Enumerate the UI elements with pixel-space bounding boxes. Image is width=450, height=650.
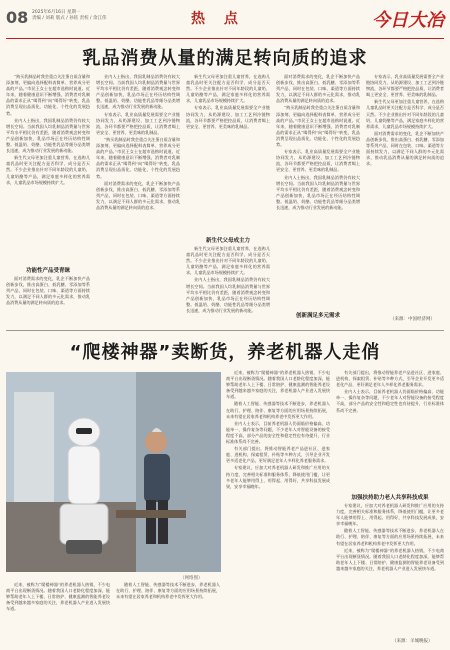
article1-paragraph: 业内人士指出，我国乳制品消费仍有较大增长空间。当前我国人均乳制品消费量与世界平均水平相比仍有差距，随着消费观念转变和产品创新加快，乳品市场正在经历结构性调整。低温奶、奶酪、功能性乳品等细分品类增长迅速，成为推动行业发展的新动能。 <box>186 277 270 313</box>
article1-column-1 <box>6 74 90 264</box>
article2-paragraph: 随着人工智能、传感器等技术不断进步，养老机器人在助行、护理、陪伴、康复等方面的应用场景持续拓展，未来有望在居家养老和机构养老中发挥更大作用。 <box>336 528 444 546</box>
article2-paragraph: 专家建议，应加大对养老机器人研发和推广应用的支持力度，完善相关标准和服务体系，降低使用门槛，让更多老年人能够用得上、用得起、用得好，共享科技发展成果，安享幸福晚年。 <box>336 503 444 527</box>
section-title: 热 点 <box>191 11 245 27</box>
photo-illustration <box>6 372 221 572</box>
article1-headline: 乳品消费从量的满足转向质的追求 <box>82 48 368 69</box>
article1-subhead-1: 功能性产品受青睐 <box>25 268 70 274</box>
article1-source: （来源：中国经济网） <box>390 317 435 322</box>
article-divider <box>6 330 444 331</box>
article2-paragraph: 随着人工智能、传感器等技术不断进步，养老机器人在助行、护理、陪伴、康复等方面的应用场景持续拓展，未来有望在居家养老和机构养老中发挥更大作用。 <box>226 401 330 419</box>
article2-paragraph: 近来，被称为“爬楼神器”的养老机器人热销，不少电商平台出现断货情况。随着我国人口老龄化程度加深，能够帮助老年人上下楼、日常陪护、健康监测的智能养老设备受到越来越多家庭的关注，养老机器人产业进入发展快车道。 <box>336 547 444 571</box>
photo-credit: （网络图） <box>180 576 203 581</box>
article1-paragraph: 新生代父母更加注重儿童营养，在选购儿童乳品时更关注配方是否科学、成分是否天然。不少企业推出针对不同年龄段的儿童奶、儿童奶酪等产品，满足家庭多样化的营养需求，儿童乳品市场规模持续扩大。 <box>186 74 270 104</box>
article1-column-5 <box>366 74 444 310</box>
article2-paragraph: 近来，被称为“爬楼神器”的养老机器人热销，不少电商平台出现断货情况。随着我国人口老龄化程度加深，能够帮助老年人上下楼、日常陪护、健康监测的智能养老设备受到越来越多家庭的关注，养老机器人产业进入发展快车道。 <box>6 582 110 612</box>
article2-paragraph: 业内人士表示，目前养老机器人仍面临价格偏高、功能单一、操作复杂等问题，不少老年人对智能设备的接受程度不高，部分产品的安全性和稳定性也有待提升，行业标准体系尚不完善。 <box>226 420 330 445</box>
article2-paragraph: 有关部门提出，将推动智能养老产品进社区、进家庭、进机构，探索租赁、补贴等多种方式，引导企业开发更多适老化产品，更好满足老年人多样化养老服务需求。 <box>226 446 330 464</box>
editor-credits: 责编 / 刘莉 版式 / 孙铭 责校 / 余江伟 <box>32 16 107 21</box>
article2-column-4 <box>336 370 444 490</box>
article2-paragraph: 业内人士表示，目前养老机器人仍面临价格偏高、功能单一、操作复杂等问题，不少老年人对智能设备的接受程度不高，部分产品的安全性和稳定性也有待提升，行业标准体系尚不完善。 <box>336 389 444 413</box>
article1-paragraph: 专家表示，乳业高质量发展需要全产业链协同发力，从奶源建设、加工工艺到冷链物流，各环节都要严格把控品质，让消费者喝上更安全、更营养、更美味的乳制品。 <box>276 149 360 173</box>
article1-paragraph: “购买乳制品时我会重点关注蛋白质含量和添加剂，更偏向选择配料表简单、营养成分更高的产品。”市民王女士在超市选购时说道。近年来，随着健康意识不断增强，消费者对乳制品的需求正从“喝得到”向“喝得好”转变，乳品消费呈现出品质化、功能化、个性化的发展趋势。 <box>96 136 180 179</box>
newspaper-logo: 今日大冶 <box>372 10 444 31</box>
article2-column-4b <box>336 503 444 633</box>
article2-source: （来源：羊城晚报） <box>392 639 433 644</box>
article1-paragraph: 面对消费需求的变化，乳企不断加快产品创新步伐，推出高蛋白、低乳糖、零添加等系列产品，同时在包装、口味、渠道等方面持续发力，以满足不同人群的多元化需求，推动乳品消费从量的满足转向质的追求。 <box>276 74 360 104</box>
article1-paragraph: 业内人士指出，我国乳制品消费仍有较大增长空间。当前我国人均乳制品消费量与世界平均水平相比仍有差距，随着消费观念转变和产品创新加快，乳品市场正在经历结构性调整。低温奶、奶酪、功能性乳品等细分品类增长迅速，成为推动行业发展的新动能。 <box>96 74 180 110</box>
article1-column-2 <box>96 74 180 328</box>
article1-subhead-3: 创新满足多元需求 <box>295 313 340 319</box>
article2-paragraph: 有关部门提出，将推动智能养老产品进社区、进家庭、进机构，探索租赁、补贴等多种方式，引导企业开发更多适老化产品，更好满足老年人多样化养老服务需求。 <box>336 370 444 388</box>
date-line <box>32 10 107 22</box>
article1-paragraph: 面对消费需求的变化，乳企不断加快产品创新步伐，推出高蛋白、低乳糖、零添加等系列产品，同时在包装、口味、渠道等方面持续发力，以满足不同人群的多元化需求，推动乳品消费从量的满足转向质的追求。 <box>96 180 180 210</box>
article1-paragraph: 业内人士指出，我国乳制品消费仍有较大增长空间。当前我国人均乳制品消费量与世界平均水平相比仍有差距，随着消费观念转变和产品创新加快，乳品市场正在经历结构性调整。低温奶、奶酪、功能性乳品等细分品类增长迅速，成为推动行业发展的新动能。 <box>276 174 360 210</box>
article1-paragraph: 新生代父母更加注重儿童营养，在选购儿童乳品时更关注配方是否科学、成分是否天然。不少企业推出针对不同年龄段的儿童奶、儿童奶酪等产品，满足家庭多样化的营养需求，儿童乳品市场规模持续扩大。 <box>186 246 270 276</box>
article1-column-3 <box>186 74 270 234</box>
article1-column-1b <box>6 276 90 328</box>
article2-subhead-3: 加强扶持助力老人共享科技成果 <box>351 495 429 501</box>
article1-column-3b <box>186 246 270 328</box>
article2-paragraph: 近来，被称为“爬楼神器”的养老机器人热销，不少电商平台出现断货情况。随着我国人口老龄化程度加深，能够帮助老年人上下楼、日常陪护、健康监测的智能养老设备受到越来越多家庭的关注，养老机器人产业进入发展快车道。 <box>226 370 330 400</box>
article2-headline: “爬楼神器”卖断货，养老机器人走俏 <box>69 342 381 363</box>
header-rule <box>6 38 444 39</box>
article1-paragraph: 专家表示，乳业高质量发展需要全产业链协同发力，从奶源建设、加工工艺到冷链物流，各环节都要严格把控品质，让消费者喝上更安全、更营养、更美味的乳制品。 <box>96 111 180 135</box>
article1-paragraph: 专家表示，乳业高质量发展需要全产业链协同发力，从奶源建设、加工工艺到冷链物流，各环节都要严格把控品质，让消费者喝上更安全、更营养、更美味的乳制品。 <box>186 105 270 129</box>
article1-column-4 <box>276 74 360 328</box>
article2-column-1b <box>6 582 110 646</box>
article2-column-2b <box>116 582 220 646</box>
date-text: 2025年6月16日 星期一 <box>32 10 81 15</box>
page-header <box>6 6 444 40</box>
article2-paragraph: 专家建议，应加大对养老机器人研发和推广应用的支持力度，完善相关标准和服务体系，降低使用门槛，让更多老年人能够用得上、用得起、用得好，共享科技发展成果，安享幸福晚年。 <box>226 465 330 489</box>
article1-paragraph: 新生代父母更加注重儿童营养，在选购儿童乳品时更关注配方是否科学、成分是否天然。不少企业推出针对不同年龄段的儿童奶、儿童奶酪等产品，满足家庭多样化的营养需求，儿童乳品市场规模持续扩大。 <box>6 155 90 185</box>
article1-paragraph: 专家表示，乳业高质量发展需要全产业链协同发力，从奶源建设、加工工艺到冷链物流，各环节都要严格把控品质，让消费者喝上更安全、更营养、更美味的乳制品。 <box>366 74 444 98</box>
article1-paragraph: 面对消费需求的变化，乳企不断加快产品创新步伐，推出高蛋白、低乳糖、零添加等系列产品，同时在包装、口味、渠道等方面持续发力，以满足不同人群的多元化需求，推动乳品消费从量的满足转向质的追求。 <box>366 130 444 167</box>
page-number: 08 <box>6 8 29 27</box>
article1-subhead-2: 新生代父母成主力 <box>205 238 250 244</box>
article1-paragraph: 新生代父母更加注重儿童营养，在选购儿童乳品时更关注配方是否科学、成分是否天然。不少企业推出针对不同年龄段的儿童奶、儿童奶酪等产品，满足家庭多样化的营养需求，儿童乳品市场规模持续扩大。 <box>366 99 444 129</box>
article1-paragraph: 面对消费需求的变化，乳企不断加快产品创新步伐，推出高蛋白、低乳糖、零添加等系列产品，同时在包装、口味、渠道等方面持续发力，以满足不同人群的多元化需求，推动乳品消费从量的满足转向质的追求。 <box>6 276 90 306</box>
elderly-robot-photo <box>6 372 221 572</box>
article1-paragraph: 业内人士指出，我国乳制品消费仍有较大增长空间。当前我国人均乳制品消费量与世界平均水平相比仍有差距，随着消费观念转变和产品创新加快，乳品市场正在经历结构性调整。低温奶、奶酪、功能性乳品等细分品类增长迅速，成为推动行业发展的新动能。 <box>6 117 90 154</box>
article2-paragraph: 随着人工智能、传感器等技术不断进步，养老机器人在助行、护理、陪伴、康复等方面的应用场景持续拓展，未来有望在居家养老和机构养老中发挥更大作用。 <box>116 582 220 600</box>
article2-column-3 <box>226 370 330 646</box>
article1-paragraph: “购买乳制品时我会重点关注蛋白质含量和添加剂，更偏向选择配料表简单、营养成分更高的产品。”市民王女士在超市选购时说道。近年来，随着健康意识不断增强，消费者对乳制品的需求正从“喝得到”向“喝得好”转变，乳品消费呈现出品质化、功能化、个性化的发展趋势。 <box>6 74 90 116</box>
article1-paragraph: “购买乳制品时我会重点关注蛋白质含量和添加剂，更偏向选择配料表简单、营养成分更高的产品。”市民王女士在超市选购时说道。近年来，随着健康意识不断增强，消费者对乳制品的需求正从“喝得到”向“喝得好”转变，乳品消费呈现出品质化、功能化、个性化的发展趋势。 <box>276 105 360 148</box>
